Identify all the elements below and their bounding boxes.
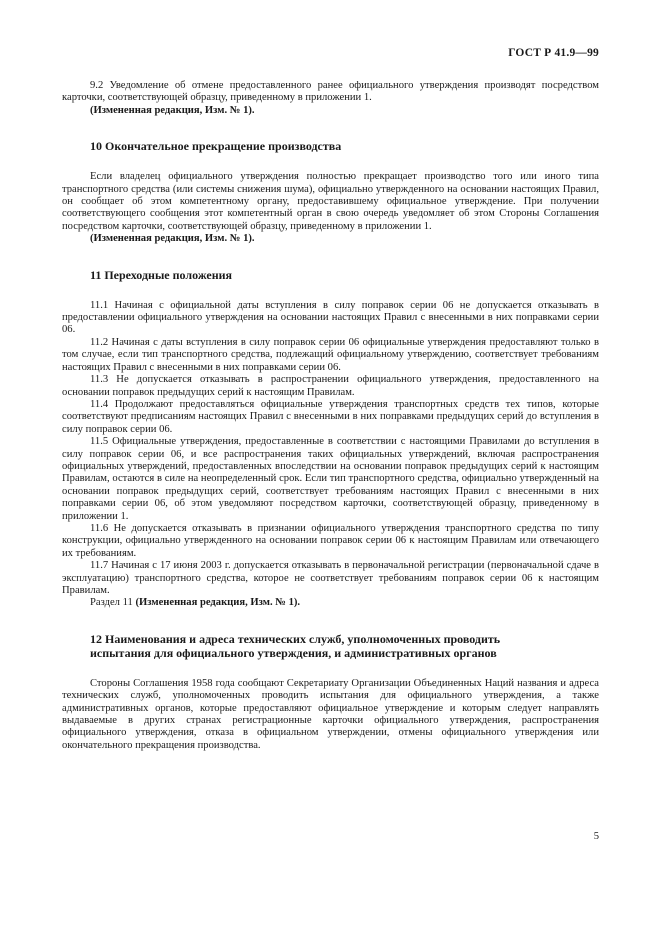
clause-11-4: 11.4 Продолжают предоставляться официальные утверждения транспортных средств тех типов, которые соответствуют предписаниям настоящих Правил с внесенными в них поправками предыдущих серий до вступления в силу поправок серии 06. [62, 398, 599, 435]
section-11 [62, 268, 599, 610]
amendment-note: (Измененная редакция, Изм. № 1). [90, 233, 255, 245]
clause-11-6: 11.6 Не допускается отказывать в признании официального утверждения транспортного средства по типу конструкции, официально утвержденного на основании поправок серии 06 к настоящим Правилам или отвечающего их требованиям. [62, 522, 599, 559]
clause-9-2: 9.2 Уведомление об отмене предоставленного ранее официального утверждения производят посредством карточки, соответствующей образцу, приведенному в приложении 1. [62, 80, 599, 104]
section-amendment-note [62, 597, 599, 609]
section-title [62, 632, 599, 660]
page-number: 5 [593, 831, 599, 842]
amendment-note: (Измененная редакция, Изм. № 1). [135, 597, 301, 609]
document-body [62, 80, 599, 752]
section-9-fragment [62, 80, 599, 117]
section-12-paragraph: Стороны Соглашения 1958 года сообщают Секретариату Организации Объединенных Наций названия и адреса технических служб, уполномоченных проводить испытания для официального утверждения, а также административных органов, которые предоставляют официальное утверждение и которым следует направлять выдаваемые в других странах регистрационные карточки официального утверждения, распространения официального утверждения, отказа в официальном утверждении, отмены официального утверждения или окончательного прекращения производства. [62, 677, 599, 751]
section-title: 10 Окончательное прекращение производства [90, 139, 342, 154]
clause-11-7: 11.7 Начиная с 17 июня 2003 г. допускается отказывать в первоначальной регистрации (первоначальной сдаче в эксплуатацию) транспортного средства, которое не соответствует требованиям поправок серии 06 к настоящим Правилам. [62, 560, 599, 596]
section-10 [62, 139, 599, 245]
amendment-prefix: Раздел 11 [90, 597, 133, 609]
clause-11-5: 11.5 Официальные утверждения, предоставленные в соответствии с настоящими Правилами до вступления в силу поправок серии 06, и все распространения таких официальных утверждений, включая распространения официальных утверждений, предоставленных впоследствии на основании поправок предыдущих серий к настоящим Правилам, остаются в силе на неопределенный срок. Если тип транспортного средства, официально утвержденный на основании поправок предыдущих серий, соответствует требованиям настоящих Правил с внесенными в них поправками серии 06, об этом уведомляют посредством карточки, соответствующей образцу, приведенному в приложении 1. [62, 436, 599, 522]
section-title: 11 Переходные положения [90, 267, 233, 282]
document-code: ГОСТ Р 41.9—99 [508, 47, 599, 59]
section-title-line-1: 12 Наименования и адреса технических служб, уполномоченных проводить [90, 631, 501, 646]
section-12 [62, 632, 599, 752]
clause-11-2: 11.2 Начиная с даты вступления в силу поправок серии 06 официальные утверждения предоставляют только в том случае, если тип транспортного средства, подлежащий официальному утверждению, соответствует требованиям настоящих Правил с внесенными в них поправками серии 06. [62, 336, 599, 373]
amendment-note: (Измененная редакция, Изм. № 1). [90, 104, 255, 116]
clause-11-3: 11.3 Не допускается отказывать в распространении официального утверждения, предоставленного на основании поправок предыдущих серий к настоящим Правилам. [62, 374, 599, 398]
section-title-line-2: испытания для официального утверждения, и административных органов [90, 645, 497, 660]
clause-11-1: 11.1 Начиная с официальной даты вступления в силу поправок серии 06 не допускается отказывать в предоставлении официального утверждения на основании настоящих Правил с внесенными в них поправками серии 06. [62, 299, 599, 336]
section-10-paragraph: Если владелец официального утверждения полностью прекращает производство того или иного типа транспортного средства (или системы снижения шума), официально утвержденного на основании настоящих Правил, он сообщает об этом компетентному органу, предоставившему официальное утверждение. При получении соответствующего сообщения этот компетентный орган в свою очередь уведомляет об этом Стороны Соглашения посредством карточки, соответствующей образцу, приведенному в приложении 1. [62, 171, 599, 232]
